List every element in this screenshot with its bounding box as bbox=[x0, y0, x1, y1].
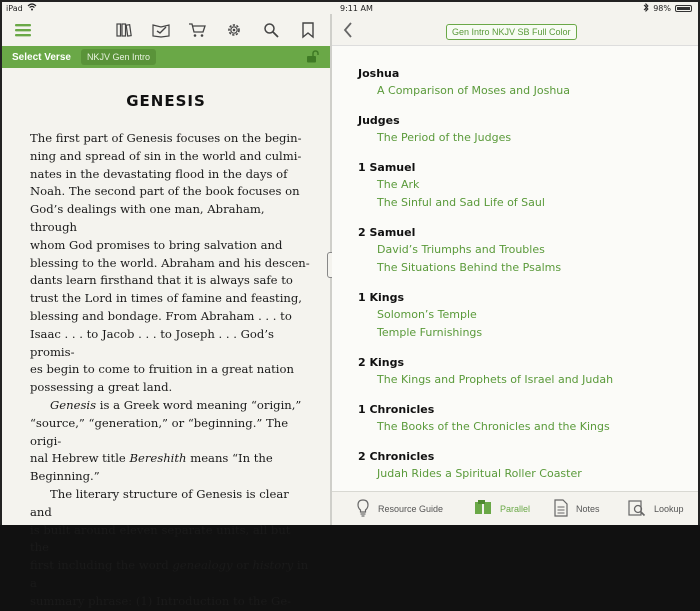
text-line: nates in the devastating flood in the days of bbox=[30, 166, 288, 181]
text-run: means “In the bbox=[186, 451, 273, 466]
toc-group bbox=[358, 449, 684, 483]
text-line: whom God promises to bring salvation and bbox=[30, 237, 283, 252]
gear-icon[interactable] bbox=[225, 21, 243, 39]
lightbulb-icon bbox=[356, 499, 370, 519]
resource-pill[interactable]: NKJV Gen Intro bbox=[81, 49, 156, 65]
select-verse-button[interactable]: Select Verse bbox=[12, 51, 71, 63]
toc-article-link[interactable]: David’s Triumphs and Troubles bbox=[377, 243, 545, 256]
toc-group bbox=[358, 225, 684, 277]
parallel-icon bbox=[474, 499, 492, 519]
text-line bbox=[30, 397, 312, 415]
tab-notes-label: Notes bbox=[576, 504, 600, 514]
reader-pane bbox=[2, 14, 330, 608]
toc-article-link[interactable]: The Books of the Chronicles and the Kings bbox=[377, 420, 610, 433]
text-line: The first part of Genesis focuses on the begin- bbox=[30, 131, 302, 145]
toc-book-heading: Joshua bbox=[358, 67, 400, 80]
device-label: iPad bbox=[6, 3, 23, 13]
book-title: GENESIS bbox=[126, 92, 206, 110]
toc-article-link[interactable]: Judah Rides a Spiritual Roller Coaster bbox=[377, 467, 582, 480]
status-bar-right bbox=[332, 2, 698, 14]
toc-group bbox=[358, 160, 684, 212]
toc-group bbox=[358, 290, 684, 342]
text-run: nal Hebrew title bbox=[30, 451, 130, 466]
text-line: blessing and bondage. From Abraham . . . to bbox=[30, 308, 292, 323]
text-run: or bbox=[232, 558, 253, 573]
battery-percent: 98% bbox=[653, 3, 671, 13]
back-chevron-icon[interactable] bbox=[340, 20, 356, 40]
reader-toolbar bbox=[2, 14, 330, 46]
text-run: is a Greek word meaning “origin,” bbox=[96, 397, 302, 412]
italic-term: genealogy bbox=[172, 558, 233, 573]
text-run: “source,” “generation,” or “beginning.” The origi- bbox=[30, 415, 289, 448]
toc-book-heading: 2 Kings bbox=[358, 356, 405, 369]
tab-notes[interactable] bbox=[554, 499, 600, 519]
menu-icon[interactable] bbox=[14, 21, 32, 39]
intro-paragraph-3 bbox=[30, 486, 312, 611]
text-line bbox=[30, 486, 312, 522]
toc-book-heading: 1 Chronicles bbox=[358, 403, 435, 416]
italic-term: Bereshith bbox=[129, 451, 187, 466]
table-of-contents bbox=[332, 46, 698, 483]
unlock-icon[interactable] bbox=[306, 48, 320, 67]
toc-article-link[interactable]: The Kings and Prophets of Israel and Judah bbox=[377, 373, 614, 386]
toc-book-heading: 1 Kings bbox=[358, 291, 405, 304]
reading-plan-icon[interactable] bbox=[152, 21, 170, 39]
clock: 9:11 AM bbox=[340, 3, 373, 13]
intro-paragraph-1 bbox=[30, 130, 312, 397]
toc-book-heading: 2 Samuel bbox=[358, 226, 416, 239]
italic-term: Genesis bbox=[50, 397, 97, 412]
toc-group bbox=[358, 355, 684, 389]
toc-article-link[interactable]: The Ark bbox=[377, 178, 420, 191]
wifi-icon bbox=[27, 3, 37, 13]
lookup-icon bbox=[628, 499, 646, 519]
text-run: is built around eleven separate units, all but the bbox=[30, 522, 291, 555]
cart-icon[interactable] bbox=[188, 21, 206, 39]
bookmark-icon[interactable] bbox=[299, 21, 317, 39]
verse-bar bbox=[2, 46, 330, 68]
text-run: Beginning.” bbox=[30, 469, 100, 484]
bluetooth-icon bbox=[643, 3, 649, 14]
parallel-toolbar bbox=[332, 14, 698, 46]
tab-lookup-label: Lookup bbox=[654, 504, 684, 514]
text-line: trust the Lord in times of famine and feasting, bbox=[30, 291, 302, 306]
toc-book-heading: 1 Samuel bbox=[358, 161, 416, 174]
text-line: God’s dealings with one man, Abraham, through bbox=[30, 202, 265, 234]
toc-group bbox=[358, 113, 684, 147]
intro-paragraph-2 bbox=[30, 397, 312, 486]
resource-title-pill[interactable]: Gen Intro NKJV SB Full Color bbox=[446, 24, 577, 40]
toc-group bbox=[358, 402, 684, 436]
text-line bbox=[30, 593, 312, 611]
parallel-pane bbox=[332, 14, 698, 525]
text-line bbox=[30, 557, 312, 593]
toc-book-heading: Judges bbox=[358, 114, 400, 127]
toc-article-link[interactable]: The Situations Behind the Psalms bbox=[377, 261, 562, 274]
tab-resource-guide-label: Resource Guide bbox=[378, 504, 444, 514]
library-icon[interactable] bbox=[115, 21, 133, 39]
status-bar-left bbox=[2, 2, 332, 14]
text-run: The literary structure of Genesis is clear and bbox=[30, 486, 289, 519]
text-line: ning and spread of sin in the world and culmi- bbox=[30, 148, 302, 163]
italic-term: history bbox=[252, 558, 294, 573]
search-icon[interactable] bbox=[262, 21, 280, 39]
text-line bbox=[30, 415, 312, 451]
text-run: first including the word bbox=[30, 558, 173, 573]
tab-parallel-label: Parallel bbox=[500, 504, 531, 514]
book-text bbox=[2, 130, 330, 611]
text-line: Noah. The second part of the book focuses on bbox=[30, 184, 300, 199]
notes-icon bbox=[554, 499, 568, 519]
battery-fill bbox=[677, 7, 690, 10]
text-line: es begin to come to fruition in a great nation bbox=[30, 362, 294, 377]
toc-article-link[interactable]: Temple Furnishings bbox=[377, 326, 483, 339]
bottom-tab-bar bbox=[332, 491, 698, 525]
toc-article-link[interactable]: The Sinful and Sad Life of Saul bbox=[377, 196, 545, 209]
toc-article-link[interactable]: Solomon’s Temple bbox=[377, 308, 477, 321]
tab-parallel[interactable] bbox=[474, 499, 530, 519]
text-line: possessing a great land. bbox=[30, 380, 173, 395]
toc-group bbox=[358, 66, 684, 100]
text-line bbox=[30, 468, 312, 486]
toc-article-link[interactable]: The Period of the Judges bbox=[377, 131, 512, 144]
tab-lookup[interactable] bbox=[628, 499, 684, 519]
toc-book-heading: 2 Chronicles bbox=[358, 450, 435, 463]
tab-resource-guide[interactable] bbox=[356, 499, 443, 519]
text-run: in a bbox=[30, 558, 309, 590]
text-line: blessing to the world. Abraham and his descen- bbox=[30, 255, 310, 270]
text-line: Isaac . . . to Jacob . . . to Joseph . . . God’s promis- bbox=[30, 326, 274, 359]
text-run: summary phrase: (1) Introduction to the Ge- bbox=[30, 593, 292, 608]
text-line: dants learn firsthand that it is always safe to bbox=[30, 273, 293, 288]
battery-icon bbox=[675, 5, 692, 12]
text-line bbox=[30, 450, 312, 468]
toc-article-link[interactable]: A Comparison of Moses and Joshua bbox=[377, 84, 571, 97]
text-line bbox=[30, 522, 312, 558]
